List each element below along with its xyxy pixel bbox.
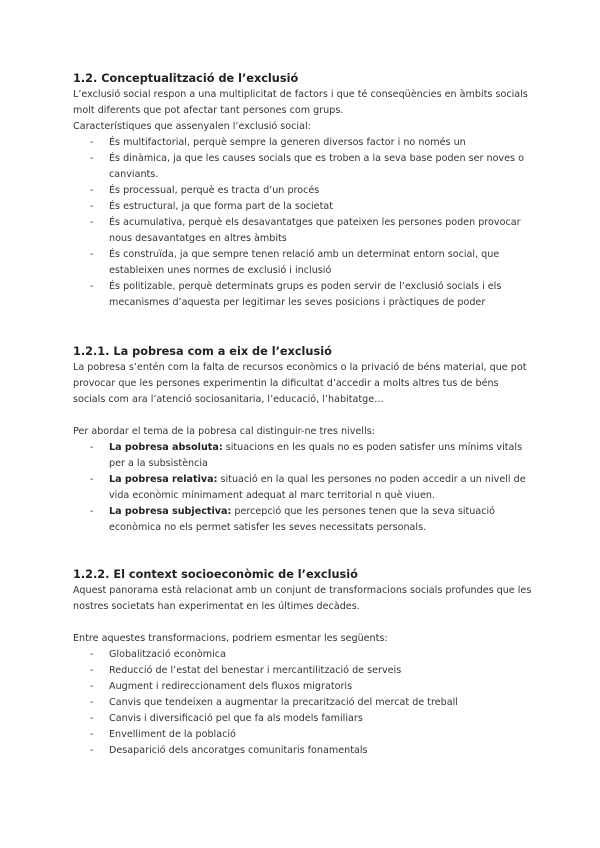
- list-item: - Augment i redireccionament dels fluxos migratoris: [73, 679, 533, 695]
- list-item: - La pobresa relativa: situació en la qual les persones no poden accedir a un nivell de vida econòmic mínimament adequat al marc territorial n què viuen.: [90, 474, 526, 501]
- bullet: -: [90, 217, 94, 228]
- list-item: - És construïda, ja que sempre tenen relació amb un determinat entorn social, que estableixen unes normes de exclusió i inclusió: [90, 249, 500, 276]
- list-item: - Canvis que tendeixen a augmentar la precarització del mercat de treball: [73, 695, 533, 711]
- list-item: - Globalització econòmica: [73, 647, 533, 663]
- list-item: - Canvis i diversificació pel que fa als models familiars: [73, 711, 533, 727]
- bullet: -: [90, 729, 94, 740]
- characteristics-list: [73, 135, 533, 311]
- document-page: [73, 71, 533, 759]
- bullet: -: [90, 681, 94, 692]
- list-item: - És multifactorial, perquè sempre la generen diversos factor i no només un: [73, 135, 533, 151]
- term: La pobresa subjectiva:: [109, 506, 232, 517]
- bullet: -: [90, 185, 94, 196]
- list-item: - Envelliment de la població: [73, 727, 533, 743]
- term: La pobresa relativa:: [109, 474, 218, 485]
- bullet: -: [90, 442, 94, 453]
- bullet: -: [90, 474, 94, 485]
- list-item: - La pobresa absoluta: situacions en les quals no es poden satisfer uns mínims vitals per a la subsistència: [90, 442, 523, 469]
- list-item: - És politizable, perquè determinats grups es poden servir de l’exclusió socials i els mecanismes d’aquesta per legitimar les seves posicions i pràctiques de poder: [90, 281, 502, 308]
- list-item: - Reducció de l’estat del benestar i mercantilització de serveis: [73, 663, 533, 679]
- bullet: -: [90, 137, 94, 148]
- paragraph: La pobresa s’entén com la falta de recursos econòmics o la privació de béns material, que pot provocar que les persones experimentin la dificultat d’accedir a molts altres tus de béns socials com ara l’atenció sociosanitaria, l’educació, l’habitatge…: [73, 362, 527, 405]
- bullet: -: [90, 506, 94, 517]
- list-item: - Desaparició dels ancoratges comunitaris fonamentals: [73, 743, 533, 759]
- bullet: -: [90, 697, 94, 708]
- bullet: -: [90, 201, 94, 212]
- list-item: - És estructural, ja que forma part de la societat: [73, 199, 533, 215]
- bullet: -: [90, 745, 94, 756]
- section-heading: 1.2. Conceptualització de l’exclusió: [73, 72, 299, 85]
- list-item: - És processual, perquè es tracta d’un procés: [73, 183, 533, 199]
- paragraph: L’exclusió social respon a una multiplicitat de factors i que té conseqüències en àmbits socials molt diferents que pot afectar tant persones com grups.: [73, 89, 528, 116]
- poverty-levels-list: [73, 440, 533, 536]
- paragraph: Característiques que assenyalen l’exclusió social:: [73, 121, 311, 132]
- term: La pobresa absoluta:: [109, 442, 223, 453]
- bullet: -: [90, 153, 94, 164]
- bullet: -: [90, 649, 94, 660]
- bullet: -: [90, 713, 94, 724]
- list-item: - És acumulativa, perquè els desavantatges que pateixen les persones poden provocar nous desavantatges en altres àmbits: [90, 217, 521, 244]
- paragraph: Per abordar el tema de la pobresa cal distinguir-ne tres nivells:: [73, 426, 375, 437]
- section-heading: 1.2.1. La pobresa com a eix de l’exclusió: [73, 345, 332, 358]
- list-item: - És dinàmica, ja que les causes socials que es troben a la seva base poden ser noves o canviants.: [90, 153, 524, 180]
- paragraph: Aquest panorama està relacionat amb un conjunt de transformacions socials profundes que les nostres societats han experimentat en les últimes decàdes.: [73, 585, 532, 612]
- paragraph: Entre aquestes transformacions, podriem esmentar les següents:: [73, 633, 388, 644]
- bullet: -: [90, 249, 94, 260]
- list-item: - La pobresa subjectiva: percepció que les persones tenen que la seva situació econòmica no els permet satisfer les seves necessitats personals.: [90, 506, 496, 533]
- transformations-list: [73, 647, 533, 759]
- bullet: -: [90, 281, 94, 292]
- bullet: -: [90, 665, 94, 676]
- section-heading: 1.2.2. El context socioeconòmic de l’exclusió: [73, 568, 358, 581]
